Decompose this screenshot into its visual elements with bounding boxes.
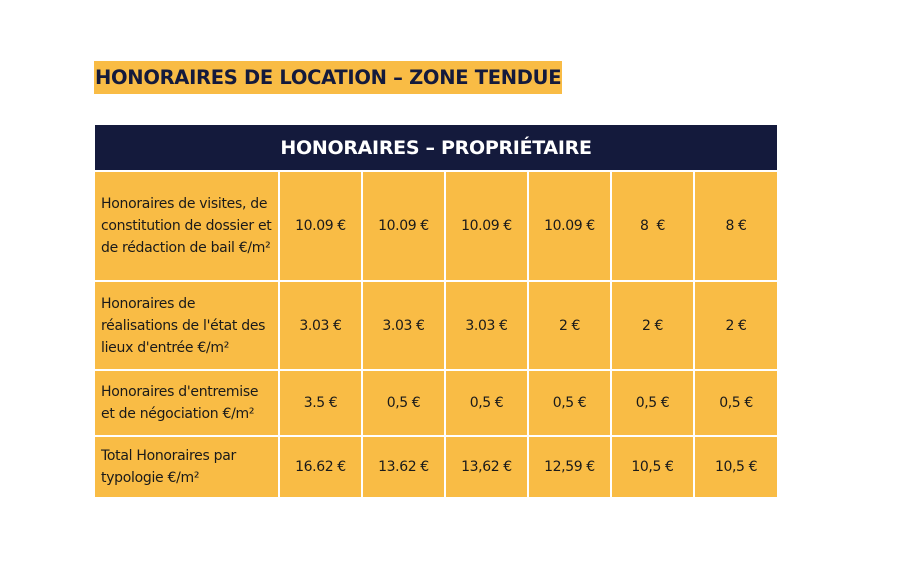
table-cell: 3.03 € xyxy=(445,281,528,370)
row-label: Honoraires d'entremise et de négociation €/m² xyxy=(95,370,279,436)
table-cell: 10.09 € xyxy=(445,171,528,281)
table-cell: 12,59 € xyxy=(528,436,611,497)
row-label: Total Honoraires par typologie €/m² xyxy=(95,436,279,497)
table-row xyxy=(95,171,777,281)
table-cell: 2 € xyxy=(528,281,611,370)
table-cell: 10.09 € xyxy=(528,171,611,281)
table-header: HONORAIRES – PROPRIÉTAIRE xyxy=(95,125,777,171)
table-cell: 0,5 € xyxy=(694,370,777,436)
table-cell: 10,5 € xyxy=(611,436,694,497)
table-cell: 0,5 € xyxy=(528,370,611,436)
table-cell: 2 € xyxy=(611,281,694,370)
table-cell: 10,5 € xyxy=(694,436,777,497)
table-row-total xyxy=(95,436,777,497)
table-cell: 10.09 € xyxy=(279,171,362,281)
table-cell: 10.09 € xyxy=(362,171,445,281)
table-cell: 3.03 € xyxy=(279,281,362,370)
page-title: HONORAIRES DE LOCATION – ZONE TENDUE xyxy=(94,61,562,94)
row-label: Honoraires de réalisations de l'état des lieux d'entrée €/m² xyxy=(95,281,279,370)
table-cell: 2 € xyxy=(694,281,777,370)
table-cell: 16.62 € xyxy=(279,436,362,497)
row-label: Honoraires de visites, de constitution de dossier et de rédaction de bail €/m² xyxy=(95,171,279,281)
table-cell: 3.03 € xyxy=(362,281,445,370)
table-cell: 13,62 € xyxy=(445,436,528,497)
table-cell: 0,5 € xyxy=(362,370,445,436)
table-cell: 8 € xyxy=(611,171,694,281)
table-header-row xyxy=(95,125,777,171)
table-cell: 0,5 € xyxy=(611,370,694,436)
table-cell: 3.5 € xyxy=(279,370,362,436)
table-cell: 13.62 € xyxy=(362,436,445,497)
table-row xyxy=(95,281,777,370)
table-row xyxy=(95,370,777,436)
fees-table xyxy=(95,125,777,497)
table-cell: 8 € xyxy=(694,171,777,281)
table-cell: 0,5 € xyxy=(445,370,528,436)
